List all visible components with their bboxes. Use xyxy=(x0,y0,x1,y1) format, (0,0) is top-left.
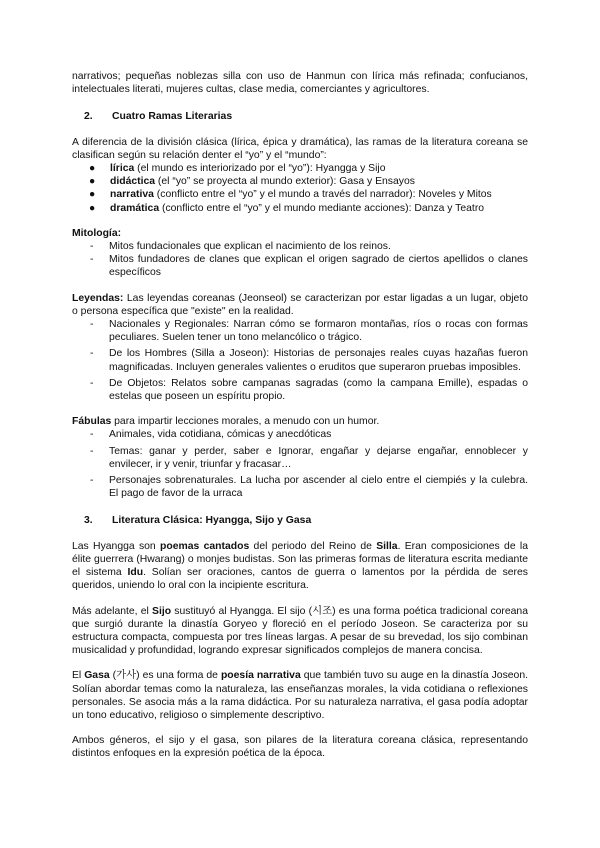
leyendas-label: Leyendas: xyxy=(72,292,124,304)
list-item: - Nacionales y Regionales: Narran cómo se formaron montañas, ríos o rocas con formas peculiares. Suelen tener un tono melancólico o trágico. xyxy=(90,319,528,344)
dash-icon: - xyxy=(90,475,94,487)
list-item: - Temas: ganar y perder, saber e Ignorar, engañar y dejarse engañar, ennoblecer y envilecer, ir y venir, triunfar y fracasar… xyxy=(90,445,528,470)
dash-icon: - xyxy=(90,377,94,389)
branches-list xyxy=(72,162,528,215)
dash-icon: - xyxy=(90,429,94,441)
dash-icon: - xyxy=(90,241,94,253)
list-item xyxy=(72,175,528,188)
conclusion-paragraph: Ambos géneros, el sijo y el gasa, son pilares de la literatura coreana clásica, representando distintos enfoques en la expresión poética de la época. xyxy=(72,735,528,760)
hyangga-paragraph: Las Hyangga son poemas cantados del periodo del Reino de Silla. Eran composiciones de la élite guerrera (Hwarang) o monjes budistas. Son las primeras formas de literatura escrita mediante el sistema Idu. Solían ser oraciones, cantos de guerra o lamentos por la pérdida de seres queridos, uniendo lo oral con la incipiente escritura. xyxy=(72,540,528,592)
leyendas-list xyxy=(72,318,528,403)
dash-icon: - xyxy=(90,348,94,360)
branch-desc: (conflicto entre el “yo” y el mundo a través del narrador): Noveles y Mitos xyxy=(153,189,492,201)
bullet-icon: ● xyxy=(89,176,96,188)
dash-icon: - xyxy=(90,254,94,266)
list-item: - Mitos fundacionales que explican el nacimiento de los reinos. xyxy=(90,241,391,253)
list-item xyxy=(72,162,528,175)
sijo-paragraph: Más adelante, el Sijo sustituyó al Hyangga. El sijo (시조) es una forma poética tradicional coreana que surgió durante la dinastía Goryeo y floreció en el período Joseon. Se caracteriza por su estructura compacta, compuesta por tres líneas largas. A pesar de su brevedad, los sijo combinan musicalidad y profundidad, logrando expresar significados complejos de manera concisa. xyxy=(72,605,528,657)
mitologia-label: Mitología: xyxy=(72,227,122,239)
branch-term: lírica xyxy=(110,163,135,175)
dash-icon: - xyxy=(90,445,94,457)
branch-term: didáctica xyxy=(110,176,156,188)
list-item xyxy=(72,202,528,215)
dash-icon: - xyxy=(90,319,94,331)
list-item: - Mitos fundadores de clanes que explican el origen sagrado de ciertos apellidos o clanes específicos xyxy=(90,254,528,279)
list-item: - De Objetos: Relatos sobre campanas sagradas (como la campana Emille), espadas o estelas que poseen un espíritu propio. xyxy=(90,377,528,403)
fabulas-label: Fábulas xyxy=(72,416,112,428)
fabulas-paragraph: Fábulas para impartir lecciones morales, a menudo con un humor. xyxy=(72,416,380,428)
fabulas-list xyxy=(72,428,528,500)
branch-desc: (conflicto entre el “yo” y el mundo mediante acciones): Danza y Teatro xyxy=(159,202,485,214)
bullet-icon: ● xyxy=(89,202,96,214)
document-page xyxy=(72,70,528,761)
section-3-number: 3. xyxy=(84,515,93,527)
list-item xyxy=(72,188,528,201)
branch-desc: (el mundo es interiorizado por el “yo”): Hyangga y Sijo xyxy=(134,163,386,175)
gasa-paragraph: El Gasa (가사) es una forma de poesía narrativa que también tuvo su auge en la dinastía Joseon. Solían abordar temas como la naturaleza, las enseñanzas morales, la vida cotidiana o reflexiones personales. Se asocia más a la rama didáctica. Por su naturaleza narrativa, el gasa podía adoptar un tono educativo, religioso o simplemente descriptivo. xyxy=(72,670,528,721)
list-item: - Animales, vida cotidiana, cómicas y anecdóticas xyxy=(90,429,332,441)
bullet-icon: ● xyxy=(89,163,96,175)
leyendas-paragraph: Leyendas: Las leyendas coreanas (Jeonseol) se caracterizan por estar ligadas a un lugar, objeto o persona específica que "existe" en la realidad. xyxy=(72,292,528,317)
intro-continued-paragraph: narrativos; pequeñas noblezas silla con uso de Hanmun con lírica más refinada; confucianos, intelectuales literati, mujeres cultas, clase media, comerciantes y agricultores. xyxy=(72,71,528,96)
branch-term: dramática xyxy=(110,202,160,214)
branch-term: narrativa xyxy=(110,189,154,201)
section-2-title: Cuatro Ramas Literarias xyxy=(112,111,233,123)
section-3-title: Literatura Clásica: Hyangga, Sijo y Gasa xyxy=(112,515,312,527)
branches-intro-paragraph: A diferencia de la división clásica (lírica, épica y dramática), las ramas de la literatura coreana se clasifican según su relación denter el “yo” y el “mundo”: xyxy=(72,136,528,161)
bullet-icon: ● xyxy=(89,189,96,201)
list-item: - De los Hombres (Silla a Joseon): Historias de personajes reales cuyas hazañas fueron magnificadas. Incluyen generales valientes o eruditos que superaron pruebas imposibles. xyxy=(90,348,528,373)
section-2-heading xyxy=(72,110,528,123)
section-2-number: 2. xyxy=(84,111,93,123)
list-item: - Personajes sobrenaturales. La lucha por ascender al cielo entre el ciempiés y la culebra. El pago de favor de la urraca xyxy=(90,475,528,500)
branch-desc: (el “yo” se proyecta al mundo exterior): Gasa y Ensayos xyxy=(155,176,415,188)
mitologia-list xyxy=(72,240,528,280)
section-3-heading xyxy=(72,514,528,527)
